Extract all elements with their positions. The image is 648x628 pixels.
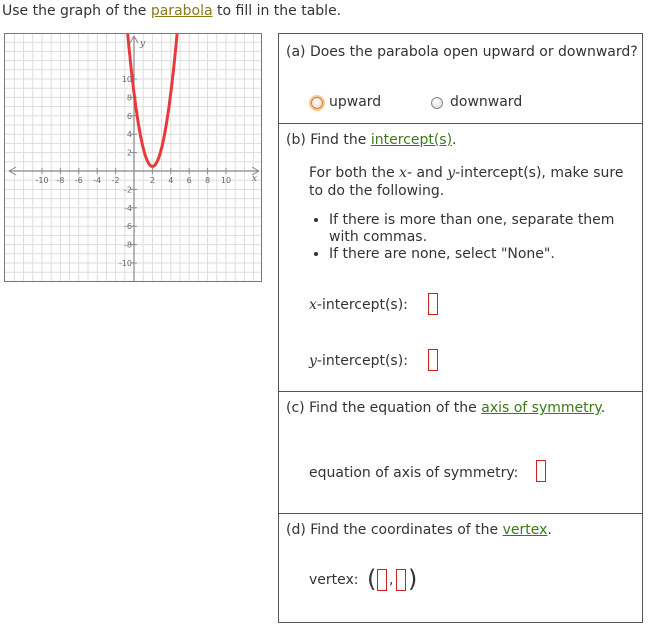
- bullet-none: • If there are none, select "None".: [329, 246, 648, 263]
- vertex-link[interactable]: vertex: [502, 522, 548, 538]
- x-tick-label: 4: [168, 176, 174, 185]
- bullet-multiple: [329, 212, 648, 246]
- bullet-1-line-1: If there is more than one, separate them: [329, 212, 615, 228]
- downward-radio[interactable]: [431, 97, 443, 109]
- part-c-panel: [278, 391, 643, 514]
- y-intercept-label: [309, 353, 408, 369]
- vertex-open-paren: (: [367, 565, 377, 593]
- parabola-link[interactable]: parabola: [150, 3, 213, 19]
- x-tick-label: 10: [220, 176, 232, 185]
- part-d-panel: [278, 513, 643, 623]
- part-d-question: [286, 522, 552, 538]
- y-tick-label: 4: [126, 130, 132, 140]
- vertex-label: vertex:: [309, 572, 359, 588]
- y-var: y: [309, 353, 317, 369]
- part-a-panel: [278, 33, 643, 124]
- instr-part-3: -intercept(s), make sure: [455, 165, 624, 181]
- instr-var-y: y: [447, 165, 456, 181]
- instr-part-2: - and: [406, 165, 443, 181]
- intercept-instructions: [309, 165, 623, 181]
- part-d-question-prefix: (d) Find the coordinates of the: [286, 522, 499, 538]
- part-b-panel: [278, 123, 643, 392]
- vertex-y-input[interactable]: [396, 569, 406, 591]
- y-axis-label: y: [140, 39, 146, 49]
- y-tick-label: 2: [126, 148, 132, 158]
- y-tick-label: 10: [121, 75, 132, 84]
- downward-label[interactable]: downward: [450, 94, 523, 110]
- y-tick-label: -10: [118, 259, 132, 268]
- y-intercept-input[interactable]: [428, 349, 438, 371]
- x-tick-label: 2: [149, 176, 155, 185]
- y-tick-label: 8: [126, 93, 132, 103]
- x-intercept-label-text: -intercept(s):: [316, 297, 408, 313]
- axis-of-symmetry-link[interactable]: axis of symmetry: [481, 400, 601, 416]
- bullet-1-line-2: with commas.: [329, 229, 428, 245]
- part-c-question: [286, 400, 605, 416]
- x-intercept-input[interactable]: [428, 293, 438, 315]
- instruction-bullets: [309, 212, 648, 263]
- part-c-question-prefix: (c) Find the equation of the: [286, 400, 477, 416]
- axis-of-symmetry-input[interactable]: [536, 460, 546, 482]
- x-tick-label: -2: [111, 176, 120, 185]
- vertex-close-paren: ): [408, 565, 418, 593]
- x-tick-label: -4: [93, 176, 102, 185]
- instructions-text: [2, 3, 341, 19]
- y-intercept-label-text: -intercept(s):: [316, 353, 408, 369]
- axis-of-symmetry-label: equation of axis of symmetry:: [309, 465, 519, 481]
- x-tick-label: -10: [35, 176, 49, 185]
- y-tick-label: -4: [124, 203, 132, 213]
- y-tick-label: 6: [126, 111, 132, 121]
- vertex-comma: ,: [389, 572, 394, 588]
- x-intercept-label: [309, 297, 408, 313]
- parabola-graph: [4, 33, 262, 282]
- x-tick-label: 6: [186, 176, 192, 185]
- instr-part-1: For both the: [309, 165, 395, 181]
- vertex-x-input[interactable]: [377, 569, 387, 591]
- instructions-line2: to do the following.: [309, 183, 445, 199]
- upward-label[interactable]: upward: [329, 94, 382, 110]
- part-c-question-suffix: .: [600, 400, 606, 416]
- part-d-question-suffix: .: [547, 522, 552, 538]
- part-b-question: [286, 132, 457, 148]
- part-a-question: (a) Does the parabola open upward or downward?: [286, 44, 638, 60]
- instr-var-x: x: [399, 165, 407, 181]
- x-var: x: [309, 297, 317, 313]
- intro-before: Use the graph of the: [2, 3, 147, 19]
- graph-canvas: [5, 34, 262, 282]
- x-tick-label: 8: [205, 176, 211, 185]
- part-b-question-prefix: (b) Find the: [286, 132, 367, 148]
- y-tick-label: -2: [124, 185, 132, 195]
- x-tick-label: -6: [74, 176, 83, 185]
- intro-after: to fill in the table.: [217, 3, 342, 19]
- part-b-question-suffix: .: [452, 132, 457, 148]
- x-tick-label: -8: [56, 176, 65, 185]
- intercepts-link[interactable]: intercept(s): [370, 132, 453, 148]
- y-tick-label: -8: [124, 240, 132, 250]
- y-tick-label: -6: [124, 222, 132, 232]
- upward-radio[interactable]: [311, 97, 323, 109]
- x-axis-label: x: [252, 174, 258, 184]
